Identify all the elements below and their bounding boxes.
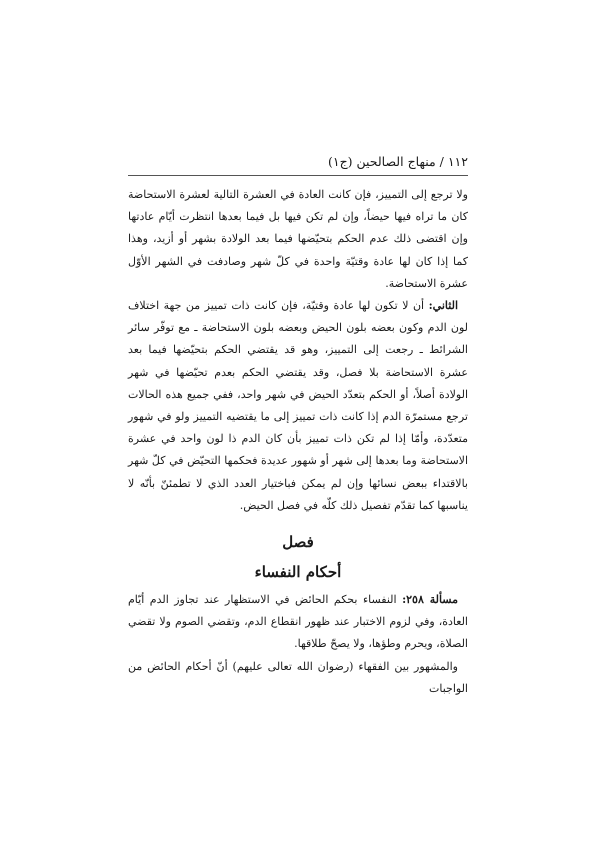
section-heading: فصل bbox=[282, 533, 314, 551]
header-rule bbox=[128, 175, 468, 176]
paragraph-text: والمشهور بين الفقهاء (رضوان الله تعالى عليهم) أنّ أحكام الحائض من الواجبات bbox=[128, 659, 468, 695]
paragraph-lead: الثاني: bbox=[428, 299, 458, 313]
paragraph bbox=[128, 184, 468, 295]
paragraph-text: النفساء بحكم الحائض في الاستظهار عند تجاوز الدم أيّام العادة، وفي لزوم الاختبار عند ظهور انقطاع الدم، وتقضي الصوم ولا تقضي الصلاة، ويحرم وطؤها، ولا يصحّ طلاقها. bbox=[128, 593, 468, 651]
body-text-top bbox=[128, 184, 468, 517]
issue-number: مسألة ٢٥٨: bbox=[402, 593, 458, 606]
chapter-heading: أحكام النفساء bbox=[254, 563, 342, 581]
paragraph-text: أن لا تكون لها عادة وقتيّة، فإن كانت ذات تمييز من جهة اختلاف لون الدم وكون بعضه بلون الحيض وبعضه بلون الاستحاضة ـ مع توفّر سائر الشرائط ـ رجعت إلى التمييز، وهو قد يقتضي الحكم بتحيّضها فيما بعد عشرة الاستحاضة بلا فصل، وقد يقتضي الحكم بعدم تحيّضها في شهر الولادة أصلاً، أو الحكم بتعدّد الحيض في شهر واحد، ففي جميع هذه الحالات ترجع مستمرّة الدم إذا كانت ذات تمييز إلى ما يقتضيه التمييز ولو في شهور متعدّدة، وأمّا إذا لم تكن ذات تمييز بأن كان الدم ذا لون واحد في عشرة الاستحاضة وما بعدها إلى شهر أو شهور عديدة فحكمها التحيّض في كلّ شهر بالاقتداء ببعض نسائها وإن لم يمكن فباختيار العدد الذي لا تطمئنّ بأنّه لا يناسبها كما تقدّم تفصيل ذلك كلّه في فصل الحيض. bbox=[128, 299, 468, 512]
running-head: ١١٢ / منهاج الصالحين (ج١) bbox=[327, 154, 468, 169]
paragraph bbox=[128, 589, 468, 656]
paragraph bbox=[128, 656, 468, 700]
body-text-bottom bbox=[128, 589, 468, 700]
paragraph bbox=[128, 295, 468, 517]
paragraph-text: ولا ترجع إلى التمييز، فإن كانت العادة في العشرة التالية لعشرة الاستحاضة كان ما تراه فيها حيضاً، وإن لم تكن فيها بل فيما بعدها انتظرت أيّام عادتها وإن اقتضى ذلك عدم الحكم بتحيّضها فيما بعد الولادة بشهر أو أزيد، وهذا كما إذا كان لها عادة وقتيّة واحدة في كلّ شهر وصادفت في الشهر الأوّل عشرة الاستحاضة. bbox=[128, 188, 468, 290]
